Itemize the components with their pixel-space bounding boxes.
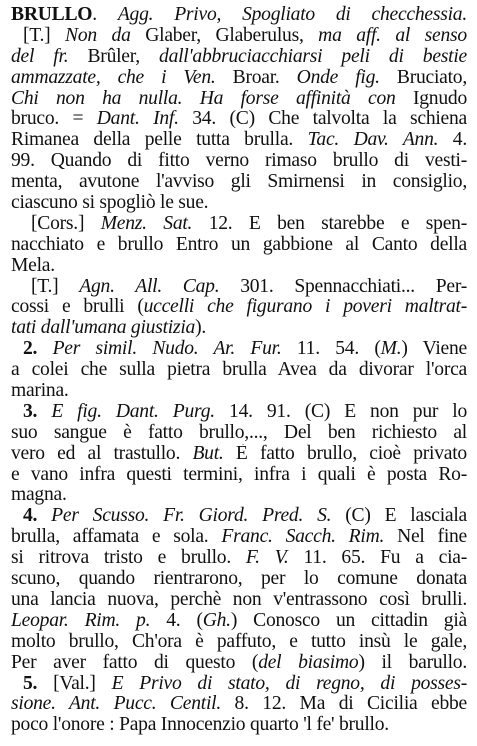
italic-text: E Privo di stato, di regno, di posses- bbox=[111, 673, 467, 694]
entry-line bbox=[11, 590, 467, 611]
text-run: 14. 91. (C) E non pur lo bbox=[229, 401, 467, 422]
italic-text: Chi non ha nulla. Ha forse affinità con bbox=[11, 88, 413, 109]
text-run: menta, avutone l'avviso gli Smirnensi in consiglio, bbox=[11, 172, 467, 193]
text-run: (C) E lasciala bbox=[345, 506, 467, 527]
text-run: 4. bbox=[452, 130, 467, 151]
text-run: ) Viene bbox=[401, 339, 467, 360]
text-run: Brûler, bbox=[87, 46, 160, 67]
text-run: Broar. bbox=[232, 67, 297, 88]
entry-line bbox=[11, 444, 467, 465]
text-run: 8. 12. Ma di Cicilia ebbe bbox=[234, 694, 467, 715]
entry-line bbox=[11, 151, 467, 172]
entry-line bbox=[11, 632, 467, 653]
entry-line bbox=[11, 109, 467, 130]
italic-text: sione. Ant. Pucc. Centil. bbox=[11, 694, 235, 715]
text-run: brulla, affamata e sola. bbox=[11, 527, 222, 548]
entry-line bbox=[11, 26, 467, 47]
italic-text: M. bbox=[380, 339, 402, 360]
entry-line bbox=[11, 402, 467, 423]
entry-line bbox=[11, 318, 467, 339]
italic-text: dall'abbruciacchiarsi peli di bestie bbox=[159, 46, 467, 67]
italic-text: Agn. All. Cap. bbox=[79, 276, 241, 297]
text-run: [Val.] bbox=[53, 673, 112, 694]
text-run: ciascuno si spogliò le sue. bbox=[11, 193, 209, 214]
italic-text: del biasimo bbox=[258, 652, 359, 673]
entry-line bbox=[11, 423, 467, 444]
italic-text: Per simil. Nudo. Ar. Fur. bbox=[52, 339, 297, 360]
italic-text: Dant. Inf. bbox=[96, 109, 193, 130]
italic-text: E fig. Dant. Purg. bbox=[51, 401, 230, 422]
text-run: Ignudo bbox=[412, 88, 467, 109]
bold-text: 2. bbox=[23, 339, 53, 360]
italic-text: del fr. bbox=[11, 46, 88, 67]
italic-text: tati dall'umana giustizia bbox=[11, 318, 196, 339]
text-run: nacchiato e brullo Entro un gabbione al Canto della bbox=[11, 234, 467, 255]
text-run: e vano infra questi termini, infra i quali è posta Ro- bbox=[11, 464, 467, 485]
text-run: [Cors.] bbox=[31, 213, 101, 234]
italic-text: Gh. bbox=[202, 610, 231, 631]
entry-line bbox=[11, 360, 467, 381]
entry-line bbox=[11, 256, 467, 277]
entry-line bbox=[11, 5, 467, 26]
entry-line bbox=[11, 527, 467, 548]
text-run: vero ed al trastullo. bbox=[11, 443, 193, 464]
text-run: Nel fine bbox=[397, 527, 467, 548]
italic-text: ammazzate, che i Ven. bbox=[11, 67, 233, 88]
entry-line bbox=[11, 193, 467, 214]
bold-text: 3. bbox=[23, 401, 52, 422]
text-run: bruco. = bbox=[11, 109, 97, 130]
text-run: marina. bbox=[11, 381, 69, 402]
entry-line bbox=[11, 68, 467, 89]
entry-line bbox=[11, 214, 467, 235]
text-run: poco l'onore : Papa Innocenzio quarto 'l fe' brullo. bbox=[11, 715, 389, 736]
text-run: 34. (C) Che talvolta la schiena bbox=[192, 109, 467, 130]
entry-line bbox=[11, 694, 467, 715]
italic-text: Non da bbox=[65, 25, 146, 46]
text-run: . bbox=[92, 5, 118, 25]
text-run: [T.] bbox=[23, 25, 66, 46]
entry-line bbox=[11, 235, 467, 256]
entry-line bbox=[11, 47, 467, 68]
entry-line bbox=[11, 611, 467, 632]
text-run: Bruciato, bbox=[396, 67, 467, 88]
italic-text: Menz. Sat. bbox=[100, 213, 209, 234]
entry-line bbox=[11, 506, 467, 527]
text-run: 12. E ben starebbe e spen- bbox=[208, 213, 467, 234]
entry-line bbox=[11, 339, 467, 360]
text-run: Glaber, Glaberulus, bbox=[145, 25, 319, 46]
entry-line bbox=[11, 277, 467, 298]
italic-text: uccelli che figurano i poveri maltrat- bbox=[143, 297, 467, 318]
text-run: ) Conosco un cittadin già bbox=[230, 610, 467, 631]
entry-line bbox=[11, 653, 467, 674]
italic-text: Franc. Sacch. Rim. bbox=[221, 527, 398, 548]
dictionary-entry bbox=[11, 5, 467, 736]
entry-line bbox=[11, 715, 467, 736]
text-run: 301. Spennacchiati... Per- bbox=[240, 276, 467, 297]
bold-text: 5. bbox=[23, 673, 54, 694]
italic-text: ma aff. al senso bbox=[318, 25, 467, 46]
text-run: 4. ( bbox=[166, 610, 203, 631]
italic-text: Tac. Dav. Ann. bbox=[307, 130, 453, 151]
entry-line bbox=[11, 172, 467, 193]
entry-line bbox=[11, 569, 467, 590]
text-run: molto brullo, Ch'ora è paffuto, e tutto insù le gale, bbox=[11, 631, 467, 652]
text-run: ). bbox=[195, 318, 207, 339]
text-run: scuno, quando rientrarono, per lo comune donata bbox=[11, 569, 467, 590]
text-run: una lancia nuova, perchè non v'entrassono così brulli. bbox=[11, 589, 467, 610]
text-run: ) il barullo. bbox=[358, 652, 467, 673]
text-run: 11. 65. Fu a cia- bbox=[303, 548, 467, 569]
entry-line bbox=[11, 465, 467, 486]
text-run: suo sangue è fatto brullo,..., Del ben richiesto al bbox=[11, 422, 467, 443]
bold-text: BRULLO bbox=[11, 5, 93, 25]
text-run: 11. 54. ( bbox=[296, 339, 381, 360]
text-run: Per aver fatto di questo ( bbox=[11, 652, 259, 673]
italic-text: F. V. bbox=[245, 548, 304, 569]
text-run: magna. bbox=[11, 485, 67, 506]
entry-line bbox=[11, 381, 467, 402]
italic-text: Per Scusso. Fr. Giord. Pred. S. bbox=[51, 506, 346, 527]
entry-line bbox=[11, 548, 467, 569]
entry-line bbox=[11, 130, 467, 151]
entry-line bbox=[11, 485, 467, 506]
text-run: cossi e brulli ( bbox=[11, 297, 144, 318]
italic-text: Agg. Privo, Spogliato di checchessia. bbox=[117, 5, 467, 25]
entry-line bbox=[11, 89, 467, 110]
text-run: È fatto brullo, cioè privato bbox=[235, 443, 467, 464]
text-run: [T.] bbox=[31, 276, 80, 297]
italic-text: Onde fig. bbox=[296, 67, 397, 88]
text-run: si ritrova tristo e brullo. bbox=[11, 548, 246, 569]
text-run: a colei che sulla pietra brulla Avea da divorar l'orca bbox=[11, 360, 467, 381]
text-run: Rimanea della pelle tutta brulla. bbox=[11, 130, 308, 151]
text-run: 99. Quando di fitto verno rimaso brullo di vesti- bbox=[11, 151, 467, 172]
entry-line bbox=[11, 297, 467, 318]
bold-text: 4. bbox=[23, 506, 52, 527]
italic-text: Leopar. Rim. p. bbox=[11, 610, 167, 631]
text-run: Mela. bbox=[11, 255, 55, 276]
entry-line bbox=[11, 674, 467, 695]
italic-text: But. bbox=[192, 443, 236, 464]
